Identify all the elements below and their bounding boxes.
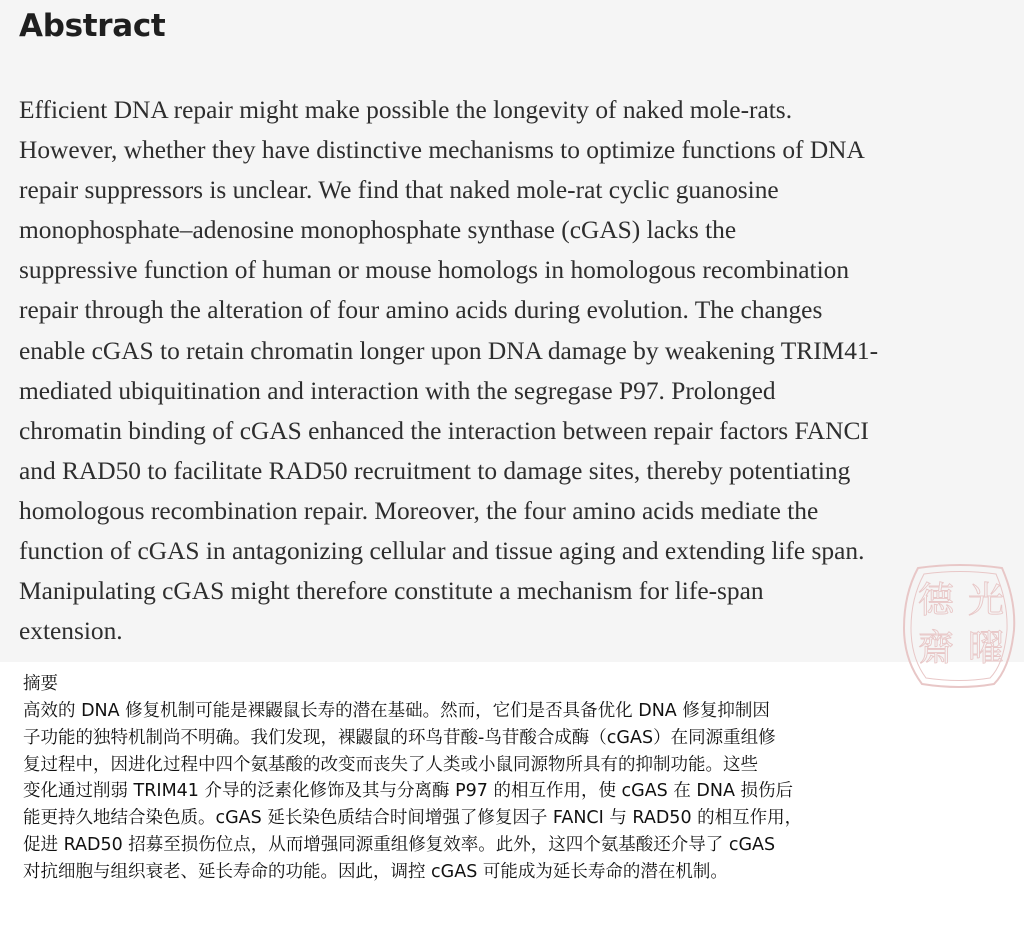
seal-glyph: 光 [967,580,1005,621]
seal-glyph: 曜 [967,628,1005,669]
abstract-line: mediated ubiquitination and interaction with the segregase P97. Prolonged [19,376,776,405]
abstract-heading: Abstract [19,8,166,44]
abstract-line: extension. [19,617,123,646]
abstract-body [19,90,878,651]
translation-heading: 摘要 [23,674,58,694]
abstract-line: and RAD50 to facilitate RAD50 recruitment to damage sites, thereby potentiating [19,456,851,485]
abstract-line: However, whether they have distinctive mechanisms to optimize functions of DNA [19,136,865,165]
translation-line: 能更持久地结合染色质。cGAS 延长染色质结合时间增强了修复因子 FANCI 与 RAD50 的相互作用， [23,808,803,829]
translation-body [23,698,802,886]
abstract-line: homologous recombination repair. Moreover, the four amino acids mediate the [19,496,819,525]
seal-stamp-icon [898,560,1022,690]
abstract-line: chromatin binding of cGAS enhanced the interaction between repair factors FANCI [19,416,869,445]
seal-glyph: 齋 [917,628,955,669]
abstract-line: Efficient DNA repair might make possible the longevity of naked mole-rats. [19,96,793,124]
translation-line: 高效的 DNA 修复机制可能是裸鼹鼠长寿的潜在基础。然而，它们是否具备优化 DNA 修复抑制因 [23,701,770,721]
abstract-line: monophosphate–adenosine monophosphate synthase (cGAS) lacks the [19,216,737,245]
abstract-line: Manipulating cGAS might therefore constitute a mechanism for life-span [19,577,764,606]
abstract-line: repair suppressors is unclear. We find that naked mole-rat cyclic guanosine [19,176,779,205]
translation-line: 促进 RAD50 招募至损伤位点，从而增强同源重组修复效率。此外，这四个氨基酸还介导了 cGAS [23,834,776,855]
seal-glyph: 德 [917,580,955,621]
abstract-line: function of cGAS in antagonizing cellular and tissue aging and extending life span. [19,537,865,566]
abstract-line: repair through the alteration of four amino acids during evolution. The changes [19,296,823,325]
abstract-line: suppressive function of human or mouse homologs in homologous recombination [19,256,850,285]
translation-line: 复过程中，因进化过程中四个氨基酸的改变而丧失了人类或小鼠同源物所具有的抑制功能。这些 [23,754,758,775]
translation-line: 子功能的独特机制尚不明确。我们发现，裸鼹鼠的环鸟苷酸-鸟苷酸合成酶（cGAS）在同源重组修 [23,727,776,748]
chinese-translation [23,670,802,886]
translation-line: 对抗细胞与组织衰老、延长寿命的功能。因此，调控 cGAS 可能成为延长寿命的潜在机制。 [23,861,728,882]
abstract-line: enable cGAS to retain chromatin longer upon DNA damage by weakening TRIM41- [19,336,879,365]
translation-line: 变化通过削弱 TRIM41 介导的泛素化修饰及其与分离酶 P97 的相互作用，使 cGAS 在 DNA 损伤后 [23,781,793,802]
